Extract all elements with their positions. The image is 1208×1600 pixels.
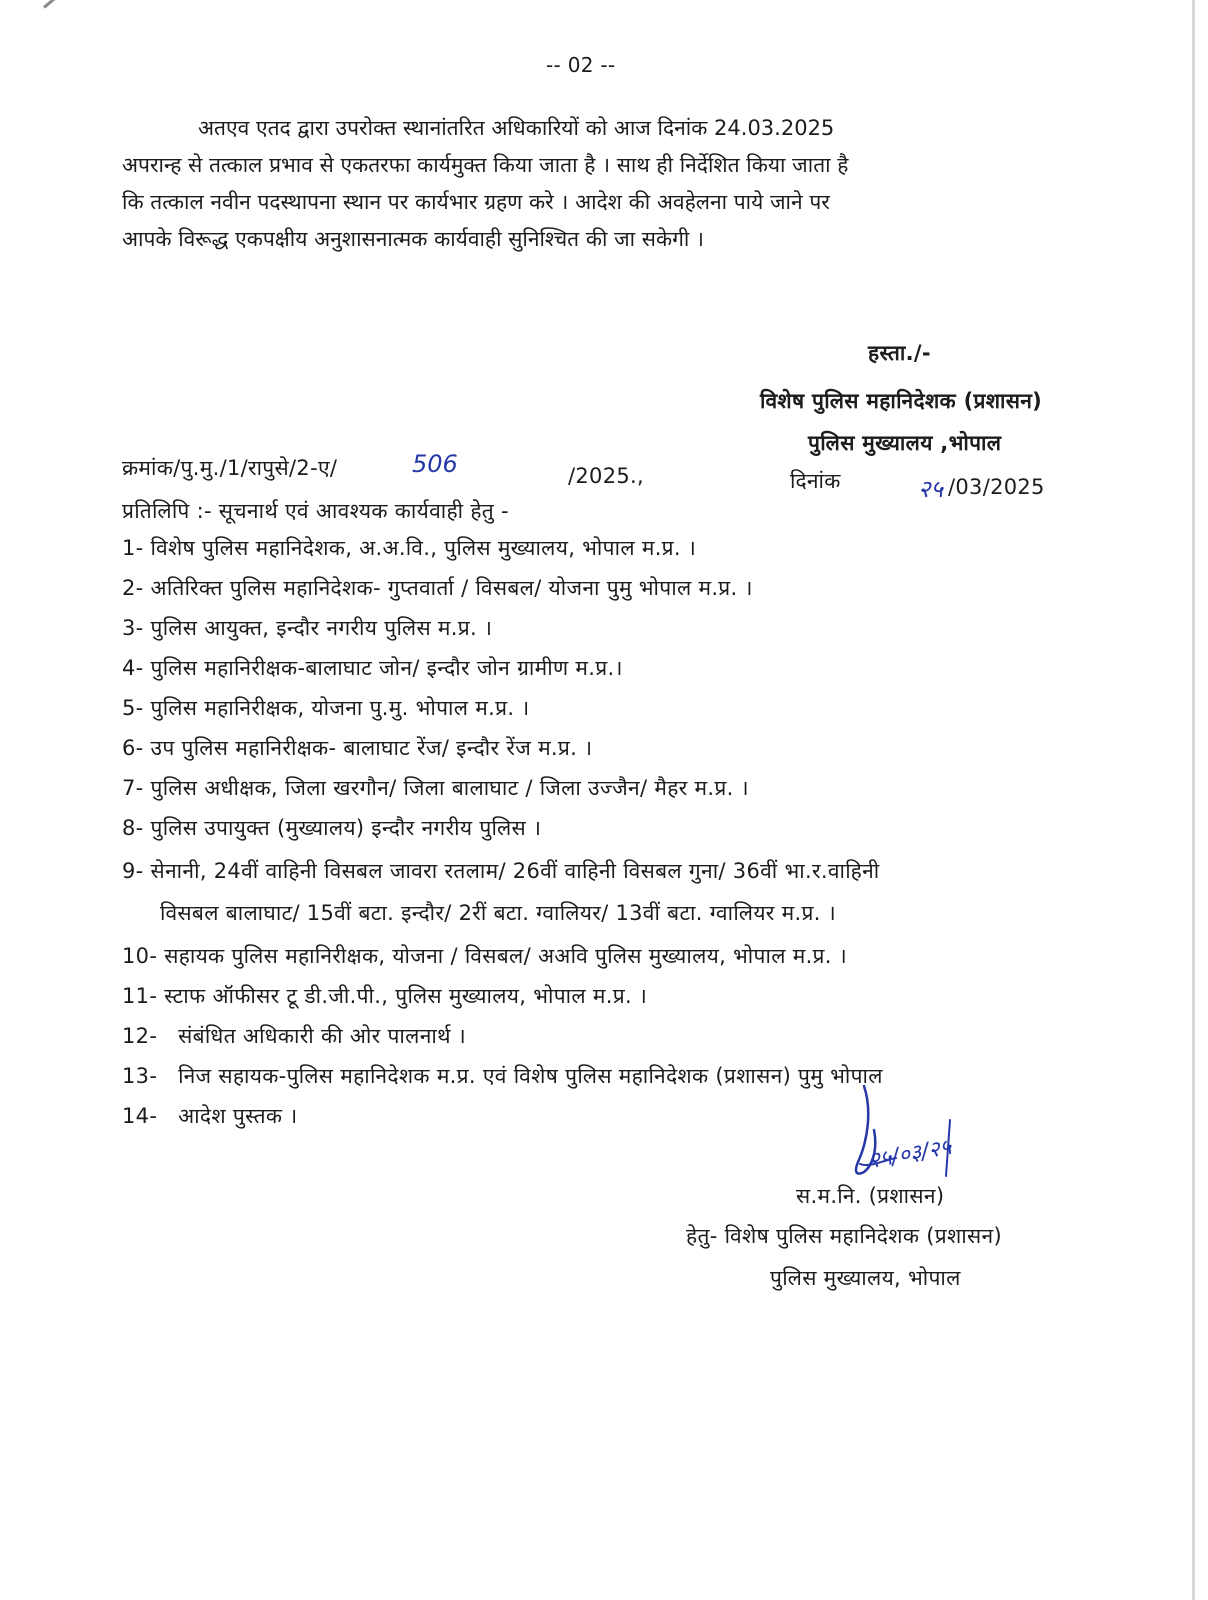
list-item-number: 12- [122, 1024, 158, 1048]
page-edge-shadow [1192, 0, 1195, 1600]
list-item-number: 6- [122, 736, 144, 760]
list-item-text: पुलिस आयुक्त, इन्दौर नगरीय पुलिस म.प्र. । [150, 616, 493, 640]
list-item [122, 655, 623, 681]
body-line: कि तत्काल नवीन पदस्थापना स्थान पर कार्यभार ग्रहण करे । आदेश की अवहेलना पाये जाने पर [122, 190, 830, 214]
date-rest: /03/2025 [948, 475, 1045, 499]
list-item-text: उप पुलिस महानिरीक्षक- बालाघाट रेंज/ इन्दौर रेंज म.प्र. । [150, 736, 593, 760]
list-item-number: 14- [122, 1104, 158, 1128]
list-item-text: अतिरिक्त पुलिस महानिदेशक- गुप्तवार्ता / विसबल/ योजना पुमु भोपाल म.प्र. । [150, 576, 753, 600]
date-label: दिनांक [790, 469, 841, 493]
footer-office: पुलिस मुख्यालय, भोपाल [770, 1266, 961, 1290]
list-item-number: 10- [122, 944, 158, 968]
list-item [122, 1023, 466, 1049]
list-item [122, 695, 530, 721]
list-item-number: 7- [122, 776, 144, 800]
date-day-handwritten: २५ [918, 475, 943, 503]
list-item-text: सेनानी, 24वीं वाहिनी विसबल जावरा रतलाम/ 26वीं वाहिनी विसबल गुना/ 36वीं भा.र.वाहिनी [150, 859, 880, 883]
list-item [122, 1063, 883, 1089]
list-item [122, 615, 492, 641]
list-item [122, 858, 880, 884]
list-item [122, 815, 541, 841]
list-item-text: स्टाफ ऑफीसर टू डी.जी.पी., पुलिस मुख्यालय, भोपाल म.प्र. । [164, 984, 648, 1008]
initials-designation: स.म.नि. (प्रशासन) [796, 1184, 945, 1208]
list-item-number: 9- [122, 859, 144, 883]
signatory-designation: विशेष पुलिस महानिदेशक (प्रशासन) [760, 389, 1043, 413]
list-item-text: आदेश पुस्तक । [178, 1104, 298, 1128]
list-item [122, 775, 749, 801]
list-item [122, 535, 696, 561]
page-number: -- 02 -- [546, 53, 616, 77]
list-item [122, 1103, 298, 1129]
list-item-text: पुलिस उपायुक्त (मुख्यालय) इन्दौर नगरीय पुलिस । [150, 816, 542, 840]
list-item [122, 943, 847, 969]
reference-number-handwritten: 506 [412, 450, 458, 478]
body-line: अपरान्ह से तत्काल प्रभाव से एकतरफा कार्यमुक्त किया जाता है । साथ ही निर्देशित किया जाता है [122, 153, 849, 177]
reference-year: /2025., [568, 464, 644, 488]
list-item-number: 3- [122, 616, 144, 640]
list-item-text: विसबल बालाघाट/ 15वीं बटा. इन्दौर/ 2रीं बटा. ग्वालियर/ 13वीं बटा. ग्वालियर म.प्र. । [160, 901, 836, 925]
list-item-text: विशेष पुलिस महानिदेशक, अ.अ.वि., पुलिस मुख्यालय, भोपाल म.प्र. । [150, 536, 697, 560]
body-line: अतएव एतद द्वारा उपरोक्त स्थानांतरित अधिकारियों को आज दिनांक 24.03.2025 [198, 116, 835, 140]
list-item-number: 8- [122, 816, 144, 840]
list-item-text: सहायक पुलिस महानिरीक्षक, योजना / विसबल/ अअवि पुलिस मुख्यालय, भोपाल म.प्र. । [164, 944, 848, 968]
list-item-text: संबंधित अधिकारी की ओर पालनार्थ । [178, 1024, 467, 1048]
signatory-office: पुलिस मुख्यालय ,भोपाल [808, 431, 1002, 455]
list-item-number: 13- [122, 1064, 158, 1088]
body-paragraph [122, 114, 1107, 262]
signature-date-handwritten: २५/०३/२५ [866, 1134, 954, 1175]
body-line: आपके विरूद्ध एकपक्षीय अनुशासनात्मक कार्यवाही सुनिश्चित की जा सकेगी । [122, 227, 704, 251]
reference-prefix: क्रमांक/पु.मु./1/रापुसे/2-ए/ [122, 456, 338, 480]
list-item-text: पुलिस महानिरीक्षक-बालाघाट जोन/ इन्दौर जोन ग्रामीण म.प्र.। [150, 656, 623, 680]
list-item [122, 983, 647, 1009]
list-item-text: पुलिस महानिरीक्षक, योजना पु.मु. भोपाल म.प्र. । [150, 696, 530, 720]
list-item [122, 735, 592, 761]
copy-heading: प्रतिलिपि :- सूचनार्थ एवं आवश्यक कार्यवाही हेतु - [122, 499, 509, 523]
signed-mark: हस्ता./- [868, 341, 931, 365]
list-item-text: निज सहायक-पुलिस महानिदेशक म.प्र. एवं विशेष पुलिस महानिदेशक (प्रशासन) पुमु भोपाल [178, 1064, 883, 1088]
list-item-number: 4- [122, 656, 144, 680]
list-item [122, 575, 753, 601]
list-item-number: 2- [122, 576, 144, 600]
list-item-number: 5- [122, 696, 144, 720]
on-behalf-designation: हेतु- विशेष पुलिस महानिदेशक (प्रशासन) [686, 1224, 1002, 1248]
list-item-continuation [160, 900, 836, 926]
list-item-text: पुलिस अधीक्षक, जिला खरगौन/ जिला बालाघाट / जिला उज्जैन/ मैहर म.प्र. । [150, 776, 749, 800]
corner-pen-mark [43, 0, 73, 9]
list-item-number: 1- [122, 536, 144, 560]
list-item-number: 11- [122, 984, 158, 1008]
